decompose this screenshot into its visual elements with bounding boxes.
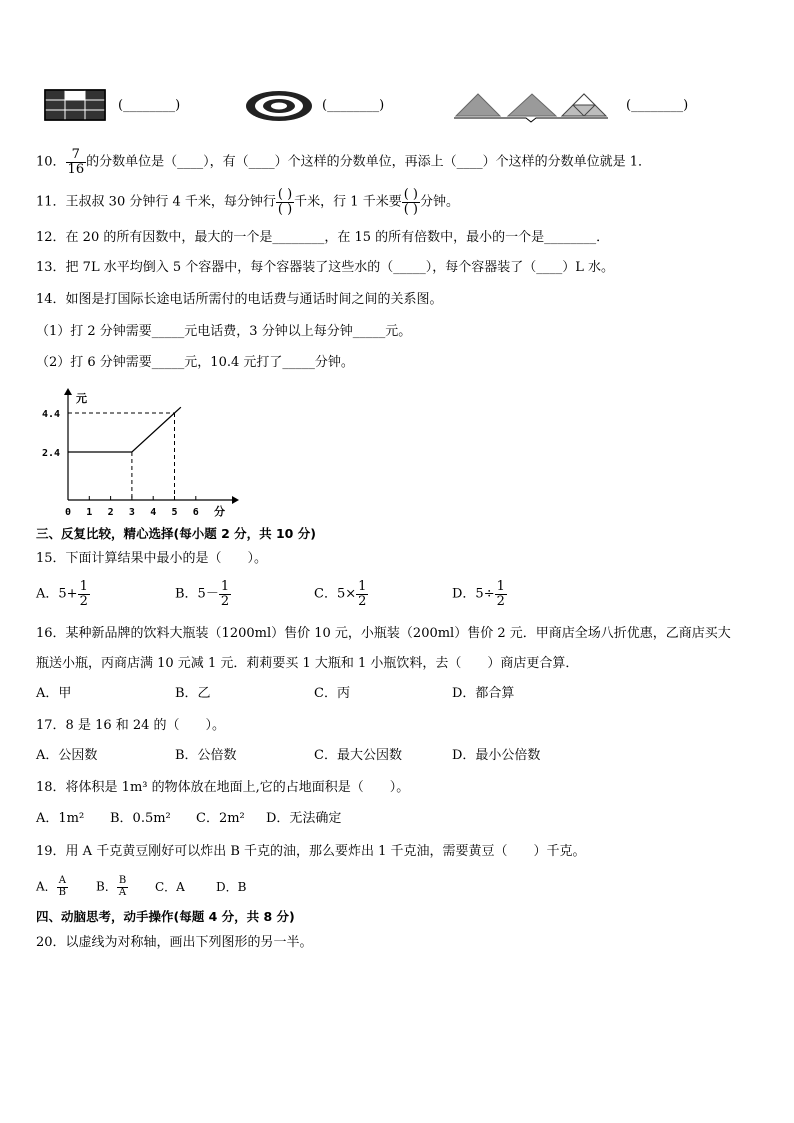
x-tick-label: 6: [192, 507, 199, 518]
y-axis-arrow: [64, 388, 72, 395]
question-12: 12．在 20 的所有因数中，最大的一个是________，在 15 的所有倍数中，最小的一个是________．: [36, 230, 610, 245]
q17-option-a[interactable]: A．公因数: [36, 748, 98, 763]
question-number: 10．: [36, 154, 66, 170]
x-tick-label: 1: [86, 507, 93, 518]
triangles-figure: [452, 90, 610, 128]
q15-option-c[interactable]: C．5× $\frac{1}{2}$: [314, 579, 367, 609]
target-rings-figure: [244, 89, 314, 123]
q18-option-c[interactable]: C．2m²: [196, 811, 245, 826]
y-tick-label: 4.4: [42, 409, 61, 420]
question-16-line-1: 16．某种新品牌的饮料大瓶装（1200ml）售价 10 元，小瓶装（200ml）售价 2 元．甲商店全场八折优惠，乙商店买大: [36, 626, 731, 641]
q15-option-a[interactable]: A．5+ $\frac{1}{2}$: [36, 579, 88, 609]
q16-option-c[interactable]: C．丙: [314, 686, 350, 701]
q19-option-a[interactable]: A． $\frac{A}{B}$: [36, 875, 67, 898]
x-axis-arrow: [232, 496, 239, 504]
q16-option-d[interactable]: D．都合算: [452, 686, 515, 701]
x-tick-label: 4: [150, 507, 157, 518]
question-15: 15．下面计算结果中最小的是（ ）。: [36, 551, 268, 566]
figure-blank-3[interactable]: (________): [626, 98, 689, 113]
question-11: 11．王叔叔 30 分钟行 4 千米，每分钟行 $\frac{( )}{( )}$ 千米，行 1 千米要 $\frac{( )}{( )}$ 分钟。: [36, 187, 460, 217]
figure-blank-2[interactable]: (________): [322, 98, 385, 113]
q16-option-a[interactable]: A．甲: [36, 686, 72, 701]
x-tick-label: 5: [171, 507, 178, 518]
x-tick-label: 2: [107, 507, 114, 518]
x-axis-label: 分: [214, 505, 225, 518]
q19-option-b[interactable]: B． $\frac{B}{A}$: [96, 875, 127, 898]
question-14-part-1: （1）打 2 分钟需要_____元电话费，3 分钟以上每分钟_____元。: [36, 324, 412, 339]
grid-shaded-figure: [44, 89, 106, 121]
y-tick-label: 2.4: [42, 448, 61, 459]
question-19: 19．用 A 千克黄豆刚好可以炸出 B 千克的油，那么要炸出 1 千克油，需要黄豆（ ）千克。: [36, 844, 586, 859]
fee-line: [68, 407, 181, 452]
fraction-7-16: $\frac{7}{16}$: [67, 147, 85, 177]
q18-option-b[interactable]: B．0.5m²: [110, 811, 171, 826]
q19-option-c[interactable]: C．A: [155, 880, 185, 894]
section-4-title: 四、动脑思考，动手操作(每题 4 分，共 8 分): [36, 909, 295, 924]
question-18: 18．将体积是 1m³ 的物体放在地面上,它的占地面积是（ ）。: [36, 780, 410, 795]
question-16-line-2: 瓶送小瓶，丙商店满 10 元减 1 元．莉莉要买 1 大瓶和 1 小瓶饮料，去（ ）商店更合算．: [36, 656, 579, 671]
q15-option-b[interactable]: B．5－ $\frac{1}{2}$: [175, 579, 230, 609]
question-10: [36, 148, 651, 176]
question-20: 20．以虚线为对称轴，画出下列图形的另一半。: [36, 935, 313, 950]
q17-option-d[interactable]: D．最小公倍数: [452, 748, 541, 763]
blank-fraction-2[interactable]: $\frac{( )}{( )}$: [403, 187, 418, 217]
q17-option-b[interactable]: B．公倍数: [175, 748, 237, 763]
question-10-text: 的分数单位是（____），有（____）个这样的分数单位，再添上（____）个这样的分数单位就是 1．: [86, 154, 651, 170]
q15-option-d[interactable]: D．5÷ $\frac{1}{2}$: [452, 579, 505, 609]
x-tick-label: 3: [128, 507, 135, 518]
question-14: 14．如图是打国际长途电话所需付的电话费与通话时间之间的关系图。: [36, 292, 443, 307]
q18-option-a[interactable]: A．1m²: [36, 811, 85, 826]
question-17: 17．8 是 16 和 24 的（ ）。: [36, 718, 226, 733]
figure-blank-1[interactable]: (________): [118, 98, 181, 113]
blank-fraction-1[interactable]: $\frac{( )}{( )}$: [277, 187, 293, 217]
section-3-title: 三、反复比较，精心选择(每小题 2 分，共 10 分): [36, 526, 316, 541]
question-13: 13．把 7L 水平均倒入 5 个容器中，每个容器装了这些水的（_____），每个容器装了（____）L 水。: [36, 260, 615, 275]
q16-option-b[interactable]: B．乙: [175, 686, 211, 701]
x-tick-label: 0: [65, 507, 72, 518]
phone-fee-chart: [36, 386, 240, 520]
q18-option-d[interactable]: D．无法确定: [266, 811, 342, 826]
question-14-part-2: （2）打 6 分钟需要_____元，10.4 元打了_____分钟。: [36, 355, 354, 370]
q17-option-c[interactable]: C．最大公因数: [314, 748, 402, 763]
q19-option-d[interactable]: D．B: [216, 880, 247, 894]
y-axis-label: 元: [76, 392, 87, 405]
